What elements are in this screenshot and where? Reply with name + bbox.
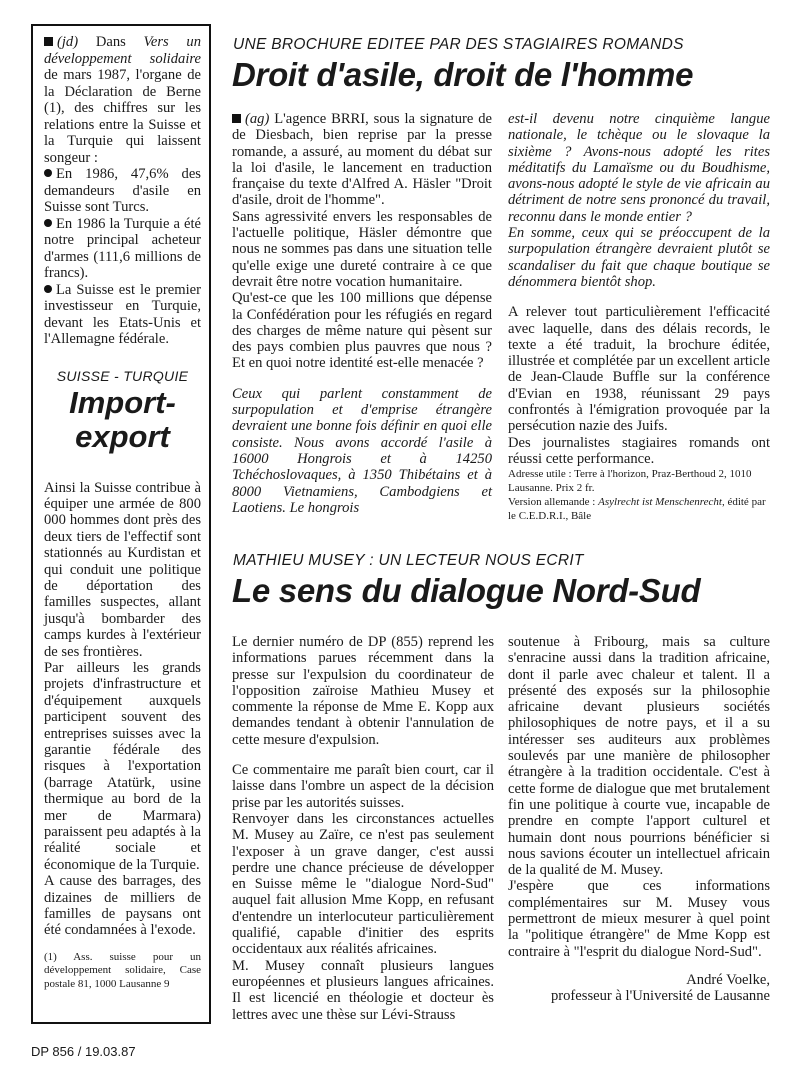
- square-bullet-icon: [232, 114, 241, 123]
- sidebar-title: Import- export: [69, 384, 176, 454]
- sidebar-box: [31, 24, 211, 1024]
- article2-paragraph: Renvoyer dans les circonstances actuelles M. Musey au Zaïre, ce n'est pas seulement l'exposer à un grave danger, c'est aussi perdre une chance précieuse de développer en Suisse même le "dialogue Nord-Sud" auquel fait allusion Mme Kopp, en refusant d'entendre un interlocuteur particulièrement qualifié, capable d'initier des esprits occidentaux aux réalités africaines.: [232, 810, 494, 958]
- article1-paragraph: A relever tout particulièrement l'efficacité avec laquelle, dans des délais records, le texte a été traduit, la brochure éditée, illustrée et complétée par un excellent article de Jean-Claude Buffle sur la conférence d'Evian en 1938, réunissant 29 pays confrontés à l'émigration provoquée par la persécution nazie des Juifs.: [508, 304, 770, 435]
- article1-quote: En somme, ceux qui se préoccupent de la surpopulation étrangère devraient plutôt se scandaliser du fait que chaque boutique se dénommera bientôt shop.: [508, 225, 770, 290]
- article2-column-1: [232, 634, 494, 1023]
- article2-paragraph: Ce commentaire me paraît bien court, car il laisse dans l'ombre un aspect de la décision prise par les autorités suisses.: [232, 762, 494, 811]
- bullet-dot-icon: [44, 219, 52, 227]
- sidebar-intro: (jd) Dans Vers un développement solidaire de mars 1987, l'organe de la Déclaration de Berne (1), des chiffres sur les relations entre la Suisse et la Turquie qui laissent songeur :: [44, 34, 201, 166]
- bullet-dot-icon: [44, 285, 52, 293]
- article1-column-1: [232, 111, 492, 516]
- page-footer: DP 856 / 19.03.87: [31, 1044, 136, 1059]
- sidebar-paragraph: Ainsi la Suisse contribue à équiper une armée de 800 000 hommes dont près des deux tiers de l'effectif sont stationnés au Kurdistan et qui conduit une politique de déportation des familles suspectes, allant jusqu'à bombarder des camps kurdes à l'extérieur de ses frontières.: [44, 479, 201, 660]
- article1-paragraph: Des journalistes stagiaires romands ont réussi cette performance.: [508, 434, 770, 467]
- article1-quote: est-il devenu notre cinquième langue nationale, le tchèque ou le slovaque la sixième ? Avons-nous adopté les rites méditatifs du Lamaïsme ou du Boudhisme, avons-nous adopté le style de vie africain au détriment de notre sens prononcé du travail, reconnu dans le monde entier ?: [508, 111, 770, 225]
- sidebar-kicker: SUISSE - TURQUIE: [56, 367, 189, 384]
- article2-paragraph: J'espère que ces informations complémentaires sur M. Musey vous permettront de mieux mesurer à quel point la "politique étrangère" de Mme Kopp est contraire à "l'esprit du dialogue Nord-Sud".: [508, 878, 770, 960]
- article1-address: Adresse utile : Terre à l'horizon, Praz-Berthoud 2, 1010 Lausanne. Prix 2 fr.: [508, 468, 752, 495]
- article1-paragraph: Sans agressivité envers les responsables de l'actuelle politique, Häsler démontre que nous ne sommes pas dans une situation telle qu'elle exige une dureté contraire à ce que devrait être notre vocation humanitaire.: [232, 208, 492, 290]
- sidebar-paragraph: Par ailleurs les grands projets d'infrastructure et d'équipement auxquels participent souvent des entreprises suisses avec la garantie fédérale des risques à l'exportation (barrage Atatürk, usine thermique au bord de la mer de Marmara) paraissent peu adaptés à la réalité sociale et économique de la Turquie.: [44, 659, 201, 873]
- article2-kicker: MATHIEU MUSEY : UN LECTEUR NOUS ECRIT: [233, 552, 584, 569]
- article2-column-2: [508, 634, 770, 1005]
- article1-quote: Ceux qui parlent constamment de surpopulation et d'emprise étrangère devraient une bonne fois définir en quoi elle consiste. Nous avons accordé l'asile à 16000 Hongrois et à 14250 Tchéchoslovaques, à 1350 Thibétains et à 8000 Vietnamiens, Cambodgiens et Laotiens. Le hongrois: [232, 385, 492, 516]
- article2-title: Le sens du dialogue Nord-Sud: [232, 572, 701, 609]
- article1-kicker: UNE BROCHURE EDITEE PAR DES STAGIAIRES ROMANDS: [233, 36, 684, 53]
- article2-paragraph: M. Musey connaît plusieurs langues européennes et plusieurs langues africaines. Il est licencié en théologie et docteur ès lettres avec une thèse sur Lévi-Strauss: [232, 957, 494, 1023]
- sidebar-bullet: En 1986 la Turquie a été notre principal acheteur d'armes (111,6 millions de francs).: [44, 215, 201, 281]
- article1-lead: (ag) L'agence BRRI, sous la signature de de Diesbach, bien reprise par la presse romande, a assuré, au moment du débat sur la loi d'asile, le lancement en traduction française du texte d'Alfred A. Häsler "Droit d'asile, droit de l'homme".: [232, 111, 492, 209]
- article2-signature: André Voelke, professeur à l'Université de Lausanne: [550, 971, 770, 1005]
- square-bullet-icon: [44, 37, 53, 46]
- sidebar-paragraph: A cause des barrages, des dizaines de milliers de familles de paysans ont été condamnées à l'exode.: [44, 873, 201, 939]
- article1-german-version: Version allemande : Asylrecht ist Menschenrecht, édité par le C.E.D.R.I., Bâle: [508, 496, 766, 523]
- article1-column-2: [508, 111, 770, 523]
- article2-paragraph: Le dernier numéro de DP (855) reprend les informations parues récemment dans la presse sur l'expulsion du coordinateur de l'opposition zaïroise Mathieu Musey et commente la réponse de Mme E. Kopp aux demandes tendant à obtenir l'annulation de cette mesure d'expulsion.: [232, 634, 494, 748]
- article1-paragraph: Qu'est-ce que les 100 millions que dépense la Confédération pour les réfugiés en regard des charges de même nature qui pèsent sur des pays combien plus pauvres que nous ? Et en quoi notre identité est-elle menacée ?: [232, 290, 492, 372]
- article2-paragraph: soutenue à Fribourg, mais sa culture s'enracine aussi dans la tradition africaine, dont il parle avec chaleur et talent. Il a présenté des exposés sur la philosophie africaine devant plusieurs sociétés philosophiques de notre pays, et il a su intéresser ses auditeurs aux problèmes soulevés par une manière de philosopher étrangère à la tradition occidentale. C'est à cette forme de dialogue que met brutalement fin une politique à courte vue, incapable de prendre en compte l'apport culturel et humain dont nous pourrions bénéficier si nous savions écouter un intellectuel africain de la qualité de M. Musey.: [508, 634, 770, 879]
- article1-title: Droit d'asile, droit de l'homme: [232, 56, 694, 93]
- sidebar-bullet: En 1986, 47,6% des demandeurs d'asile en Suisse sont Turcs.: [44, 166, 201, 215]
- sidebar-bullet: La Suisse est le premier investisseur en Turquie, devant les Etats-Unis et l'Allemagne fédérale.: [44, 281, 201, 347]
- bullet-dot-icon: [44, 169, 52, 177]
- sidebar-footnote: (1) Ass. suisse pour un développement solidaire, Case postale 81, 1000 Lausanne 9: [44, 950, 201, 990]
